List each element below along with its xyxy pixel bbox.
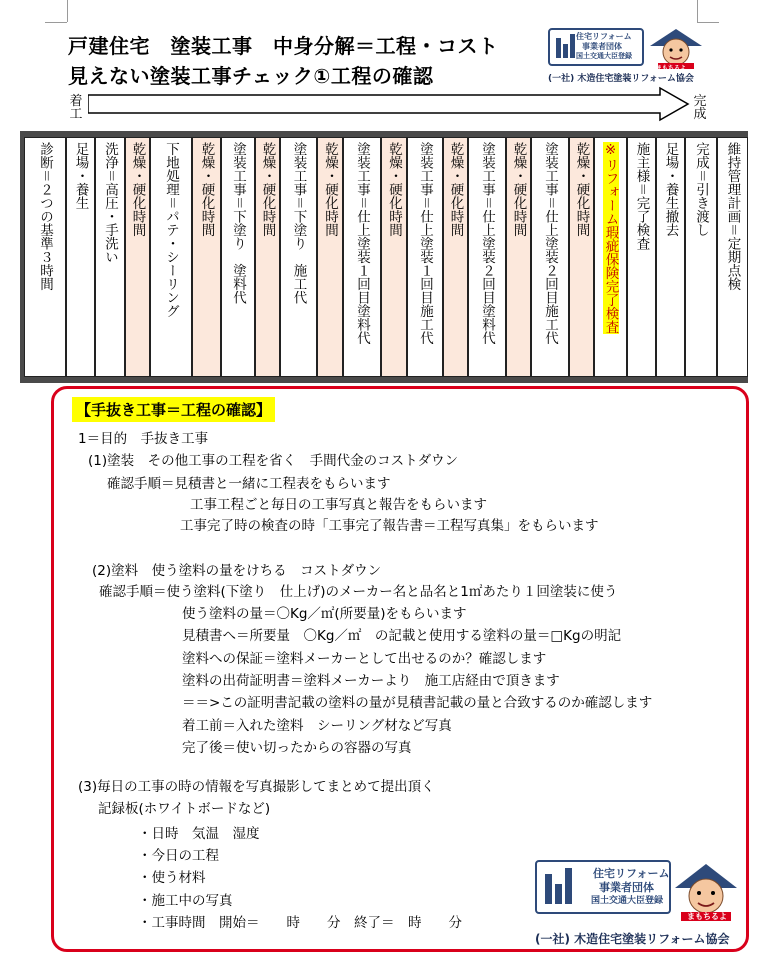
process-step-label: 乾燥・硬化時間 <box>573 142 590 237</box>
crop-mark-right-h <box>697 22 719 23</box>
process-step <box>443 137 468 377</box>
process-step-label: 乾燥・硬化時間 <box>129 142 146 237</box>
process-step <box>280 137 317 377</box>
page-title-line-2: 見えない塗装工事チェック①工程の確認 <box>68 64 434 88</box>
process-step <box>627 137 656 377</box>
crop-mark-left-h <box>45 22 67 23</box>
building-icon <box>556 38 561 58</box>
process-step <box>685 137 717 377</box>
process-step <box>506 137 531 377</box>
checklist-line: ・今日の工程 <box>138 848 219 864</box>
logo-org-name: (一社) 木造住宅塗装リフォーム協会 <box>548 74 694 84</box>
checklist-line: ＝＝>この証明書記載の塗料の量が見積書記載の量と合致するのか確認します <box>182 695 653 711</box>
process-step-label: 塗装工事＝仕上塗装１回目施工代 <box>417 142 433 345</box>
checklist-line: 1＝目的 手抜き工事 <box>78 431 209 447</box>
crop-mark-right <box>697 0 698 22</box>
process-step <box>317 137 343 377</box>
checklist-line: (1)塗装 その他工事の工程を省く 手間代金のコストダウン <box>88 453 459 469</box>
process-step <box>531 137 569 377</box>
process-step <box>343 137 381 377</box>
process-step-label: 乾燥・硬化時間 <box>322 142 338 237</box>
checklist-line: 使う塗料の量＝〇Kg／㎡(所要量)をもらいます <box>182 606 467 622</box>
checklist-line: 見積書へ＝所要量 〇Kg／㎡ の記載と使用する塗料の量＝□Kgの明記 <box>182 628 622 644</box>
mascot-label-bottom: まもちるよ <box>687 912 727 921</box>
building-icon-b3 <box>565 868 572 904</box>
process-step-label: 完成＝引き渡し <box>693 142 709 237</box>
process-step-label: 足場・養生撤去 <box>662 142 679 237</box>
building-icon-b2 <box>555 884 562 904</box>
process-step-label: 塗装工事＝下塗り 塗料代 <box>230 142 246 304</box>
process-step-label: 塗装工事＝下塗り 施工代 <box>290 142 307 304</box>
process-step-label: 足場・養生 <box>72 142 89 210</box>
logo-bottom-text-1: 住宅リフォーム <box>593 867 670 880</box>
process-step-label: 乾燥・硬化時間 <box>386 142 402 237</box>
checklist-line: 記録板(ホワイトボードなど) <box>98 801 271 817</box>
process-step <box>150 137 192 377</box>
process-step-label: 塗装工事＝仕上塗装２回目塗料代 <box>479 142 495 345</box>
checklist-line: ・日時 気温 湿度 <box>138 826 260 842</box>
page-title-line-1: 戸建住宅 塗装工事 中身分解＝工程・コスト <box>68 34 499 58</box>
process-step <box>407 137 443 377</box>
checklist-line: 確認手順＝見積書と一緒に工程表をもらいます <box>107 476 391 492</box>
process-step <box>656 137 685 377</box>
crop-mark-left <box>67 0 68 22</box>
checklist-line: 確認手順＝使う塗料(下塗り 仕上げ)のメーカー名と品名と1㎡あたり１回塗装に使う <box>99 584 618 600</box>
process-step <box>717 137 748 377</box>
checklist-line: 工事完了時の検査の時「工事完了報告書＝工程写真集」をもらいます <box>180 518 599 534</box>
logo-text-3: 国土交通大臣登録 <box>576 52 632 60</box>
process-step <box>381 137 407 377</box>
process-step-label: 維持管理計画＝定期点検 <box>724 142 741 291</box>
process-step <box>192 137 221 377</box>
end-label: 完成 <box>693 94 707 122</box>
logo-bottom-text-2: 事業者団体 <box>599 881 654 894</box>
process-step-label: 洗浄＝高圧・手洗い <box>102 142 118 264</box>
checklist-line: ・工事時間 開始＝ 時 分 終了＝ 時 分 <box>138 915 462 931</box>
process-step-label: 乾燥・硬化時間 <box>510 142 527 237</box>
checklist-line: ・施工中の写真 <box>138 893 233 909</box>
flow-arrow-icon <box>88 86 692 122</box>
building-icon-2 <box>563 44 568 58</box>
association-logo-top <box>548 28 708 88</box>
process-step <box>66 137 95 377</box>
association-logo-bottom <box>535 860 740 950</box>
building-icon-3 <box>570 34 575 58</box>
process-step <box>221 137 255 377</box>
process-table <box>20 131 748 383</box>
building-icon-b1 <box>545 874 552 904</box>
process-step <box>255 137 280 377</box>
logo-bottom-text-3: 国土交通大臣登録 <box>591 896 664 906</box>
checklist-line: 塗料の出荷証明書＝塗料メーカーより 施工店経由で頂きます <box>182 673 560 689</box>
logo-text-1: 住宅リフォーム <box>576 32 632 41</box>
checklist-line: 完了後＝使い切ったからの容器の写真 <box>182 740 412 756</box>
process-step <box>594 137 627 377</box>
checklist-line: 塗料への保証＝塗料メーカーとして出せるのか？確認します <box>182 651 547 667</box>
logo-text-2: 事業者団体 <box>582 42 622 51</box>
checklist-line: 工事工程ごと毎日の工事写真と報告をもらいます <box>190 497 487 513</box>
checklist-line: ・使う材料 <box>138 870 206 886</box>
process-step-label: 塗装工事＝仕上塗装１回目塗料代 <box>354 142 370 345</box>
process-step <box>569 137 594 377</box>
checklist-line: (2)塗料 使う塗料の量をけちる コストダウン <box>92 563 382 579</box>
process-step-label: 乾燥・硬化時間 <box>447 142 464 237</box>
process-step-label: 下地処理＝パテ・シーリング <box>163 142 179 318</box>
process-step-label: 乾燥・硬化時間 <box>259 142 276 237</box>
start-label: 着工 <box>69 94 83 122</box>
logo-bottom-org-name: (一社) 木造住宅塗装リフォーム協会 <box>535 932 730 946</box>
checklist-line: (3)毎日の工事の時の情報を写真撮影してまとめて提出頂く <box>78 779 435 795</box>
checklist-heading: 【手抜き工事＝工程の確認】 <box>72 397 275 422</box>
mascot-label: まもちるよ <box>656 65 687 72</box>
process-step-label: 塗装工事＝仕上塗装２回目施工代 <box>542 142 558 345</box>
process-step <box>125 137 150 377</box>
checklist-line: 着工前＝入れた塗料 シーリング材など写真 <box>182 718 452 734</box>
process-step <box>95 137 125 377</box>
process-step-label: ※リフォーム瑕疵保険完了検査 <box>602 142 619 334</box>
process-step <box>468 137 506 377</box>
process-step <box>24 137 66 377</box>
process-step-label: 診断＝２つの基準３時間 <box>37 142 53 291</box>
process-step-label: 乾燥・硬化時間 <box>198 142 215 237</box>
process-step-label: 施主様＝完了検査 <box>633 142 650 250</box>
